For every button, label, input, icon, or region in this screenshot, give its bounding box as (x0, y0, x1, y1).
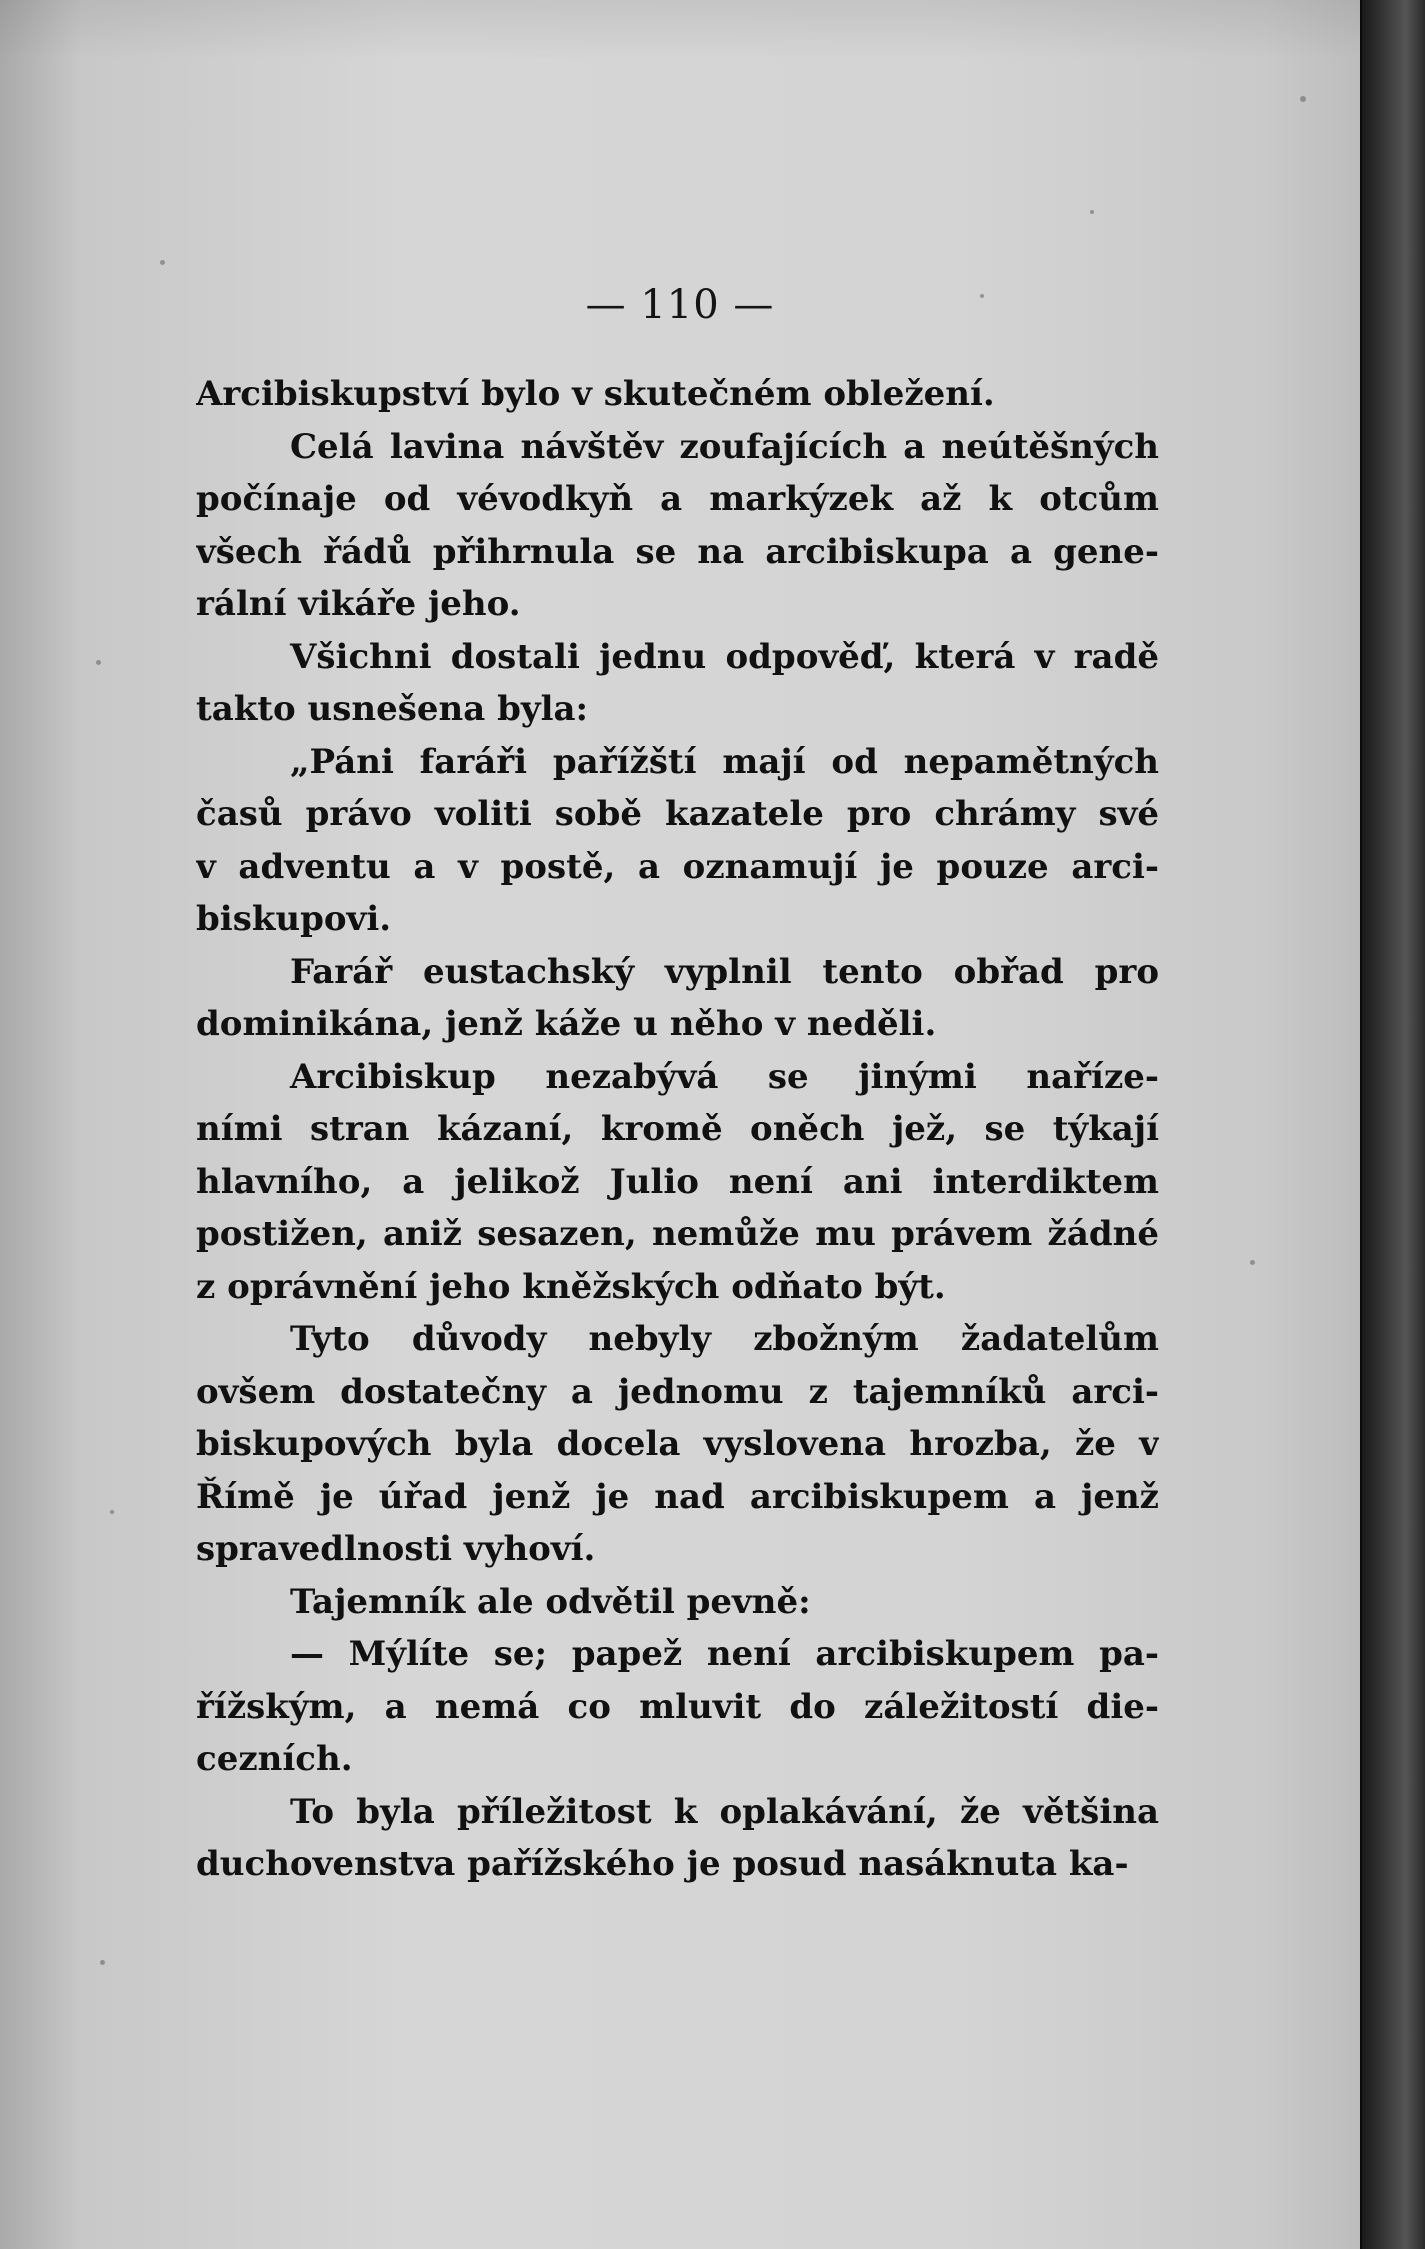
text-line: Celá lavina návštěv zoufajících a neútěšných (290, 426, 1159, 467)
text-line: Všichni dostali jednu odpověď, která v radě (290, 636, 1159, 677)
text-line: Římě je úřad jenž je nad arcibiskupem a jenž (196, 1476, 1159, 1517)
paragraph (196, 631, 1159, 736)
text-line: Farář eustachský vyplnil tento obřad pro (290, 951, 1159, 992)
text-line: ními stran kázaní, kromě oněch jež, se týkají (196, 1109, 1159, 1149)
print-speck (160, 260, 165, 265)
print-speck (1300, 96, 1306, 102)
text-line: Tajemník ale odvětil pevně: (290, 1581, 811, 1622)
text-line: z oprávnění jeho kněžských odňato být. (196, 1266, 946, 1307)
text-line: spravedlnosti vyhoví. (196, 1529, 596, 1569)
print-speck (1250, 1260, 1255, 1265)
text-line: hlavního, a jelikož Julio není ani interdiktem (196, 1161, 1159, 1202)
body-text (196, 368, 1159, 1891)
text-line: Arcibiskupství bylo v skutečném obležení. (196, 374, 995, 414)
paragraph (196, 421, 1159, 631)
text-line: v adventu a v postě, a oznamují je pouze arci- (196, 846, 1159, 887)
print-speck (110, 1510, 114, 1514)
page-shadow (0, 0, 1360, 60)
print-speck (1090, 210, 1094, 214)
paragraph (196, 368, 1159, 421)
print-speck (100, 1960, 105, 1965)
text-line: postižen, aniž sesazen, nemůže mu právem žádné (196, 1214, 1159, 1254)
text-line: — Mýlíte se; papež není arcibiskupem pa- (290, 1634, 1159, 1674)
text-line: řížským, a nemá co mluvit do záležitostí die- (196, 1686, 1159, 1727)
paragraph (196, 946, 1159, 1051)
text-line: ovšem dostatečny a jednomu z tajemníků arci- (196, 1371, 1159, 1412)
text-line: časů právo voliti sobě kazatele pro chrámy své (196, 794, 1159, 834)
text-line: Tyto důvody nebyly zbožným žadatelům (290, 1319, 1159, 1359)
print-speck (980, 294, 984, 298)
page-number: — 110 — (585, 282, 775, 328)
print-speck (96, 660, 101, 665)
text-line: takto usnešena byla: (196, 689, 589, 729)
text-line: všech řádů přihrnula se na arcibiskupa a gene- (196, 531, 1159, 572)
text-line: počínaje od vévodkyň a markýzek až k otcům (196, 479, 1159, 519)
paragraph (196, 1051, 1159, 1314)
text-line: cezních. (196, 1739, 353, 1779)
text-line: biskupovi. (196, 899, 392, 939)
paragraph (196, 1786, 1159, 1891)
text-line: „Páni faráři pařížští mají od nepamětných (290, 741, 1159, 782)
text-line: dominikána, jenž káže u něho v neděli. (196, 1004, 937, 1044)
paragraph (196, 1576, 1159, 1629)
adjacent-page-edge (1362, 0, 1425, 2249)
paragraph (196, 736, 1159, 946)
text-line: duchovenstva pařížského je posud nasáknuta ka- (196, 1844, 1129, 1884)
paragraph (196, 1628, 1159, 1786)
text-line: rální vikáře jeho. (196, 584, 521, 624)
paragraph (196, 1313, 1159, 1576)
text-line: Arcibiskup nezabývá se jinými naříze- (290, 1056, 1159, 1097)
text-line: To byla příležitost k oplakávání, že většina (290, 1791, 1159, 1832)
text-line: biskupových byla docela vyslovena hrozba, že v (196, 1424, 1159, 1464)
